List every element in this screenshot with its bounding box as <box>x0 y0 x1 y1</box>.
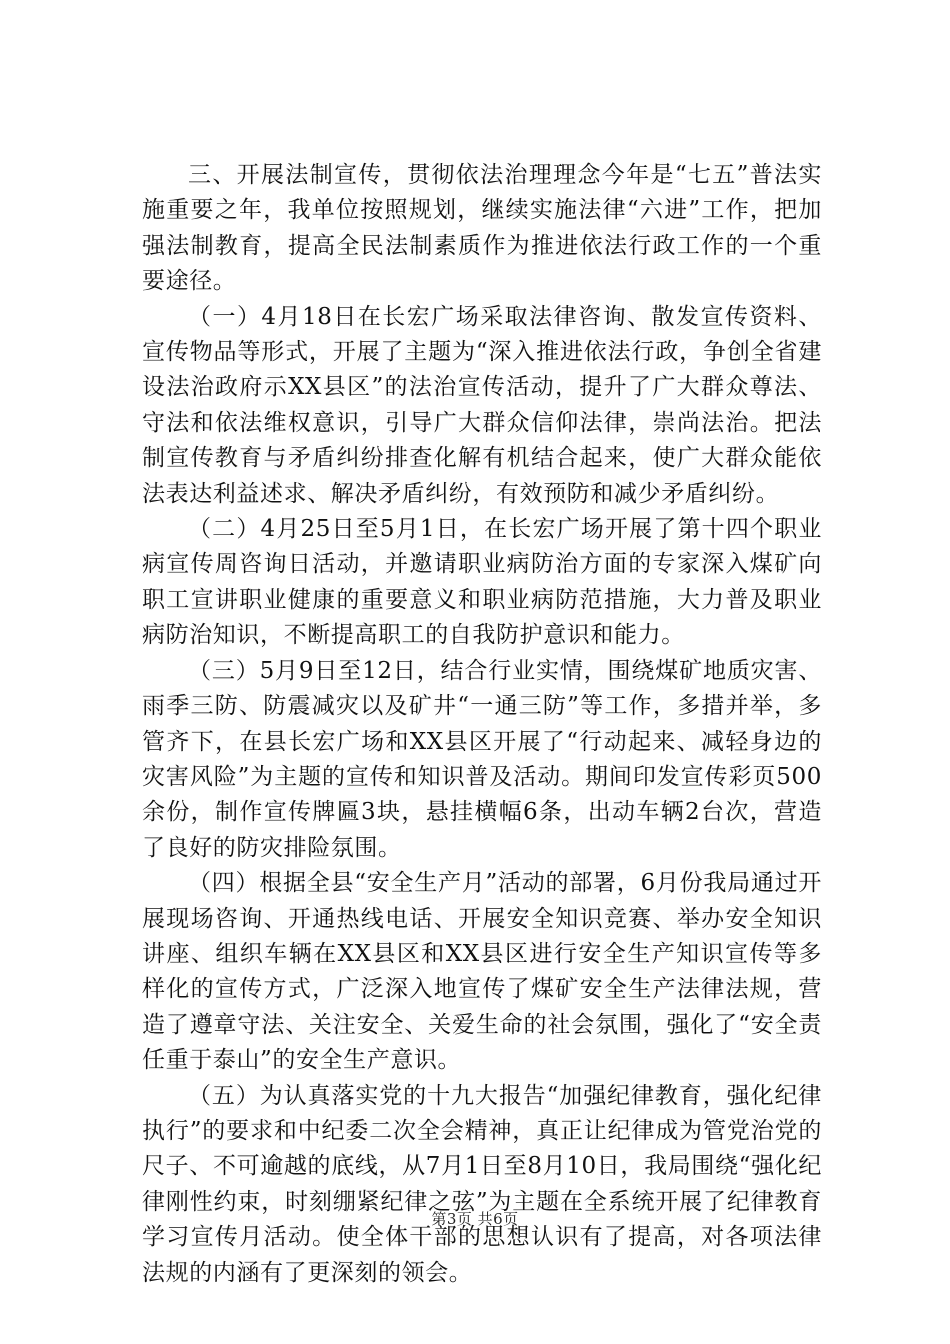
paragraph-item-five: （五）为认真落实党的十九大报告“加强纪律教育，强化纪律执行”的要求和中纪委二次全会精神，真正让纪律成为管党治党的尺子、不可逾越的底线，从7月1日至8月10日，我局围绕“强化纪律刚性约束，时刻绷紧纪律之弦”为主题在全系统开展了纪律教育学习宣传月活动。使全体干部的思想认识有了提高，对各项法律法规的内涵有了更深刻的领会。 <box>142 1082 822 1286</box>
paragraph-item-four: （四）根据全县“安全生产月”活动的部署，6月份我局通过开展现场咨询、开通热线电话、开展安全知识竞赛、举办安全知识讲座、组织车辆在XX县区和XX县区进行安全生产知识宣传等多样化的宣传方式，广泛深入地宣传了煤矿安全生产法律法规，营造了遵章守法、关注安全、关爱生命的社会氛围，强化了“安全责任重于泰山”的安全生产意识。 <box>142 870 822 1074</box>
page-number-footer: 第3页 共6页 <box>431 1210 519 1228</box>
paragraph-item-two: （二）4月25日至5月1日，在长宏广场开展了第十四个职业病宣传周咨询日活动，并邀请职业病防治方面的专家深入煤矿向职工宣讲职业健康的重要意义和职业病防范措施，大力普及职业病防治知识，不断提高职工的自我防护意识和能力。 <box>142 516 822 649</box>
paragraph-item-three: （三）5月9日至12日，结合行业实情，围绕煤矿地质灾害、雨季三防、防震减灾以及矿井“一通三防”等工作，多措并举，多管齐下，在县长宏广场和XX县区开展了“行动起来、减轻身边的灾害风险”为主题的宣传和知识普及活动。期间印发宣传彩页500余份，制作宣传牌匾3块，悬挂横幅6条，出动车辆2台次，营造了良好的防灾排险氛围。 <box>142 657 822 861</box>
paragraph-section-three: 三、开展法制宣传，贯彻依法治理理念今年是“七五”普法实施重要之年，我单位按照规划，继续实施法律“六进”工作，把加强法制教育，提高全民法制素质作为推进依法行政工作的一个重要途径。 <box>142 162 822 295</box>
document-body <box>142 158 822 1291</box>
paragraph-item-one: （一）4月18日在长宏广场采取法律咨询、散发宣传资料、宣传物品等形式，开展了主题为“深入推进依法行政，争创全省建设法治政府示XX县区”的法治宣传活动，提升了广大群众尊法、守法和依法维权意识，引导广大群众信仰法律，崇尚法治。把法制宣传教育与矛盾纠纷排查化解有机结合起来，使广大群众能依法表达利益述求、解决矛盾纠纷，有效预防和减少矛盾纠纷。 <box>142 303 822 507</box>
